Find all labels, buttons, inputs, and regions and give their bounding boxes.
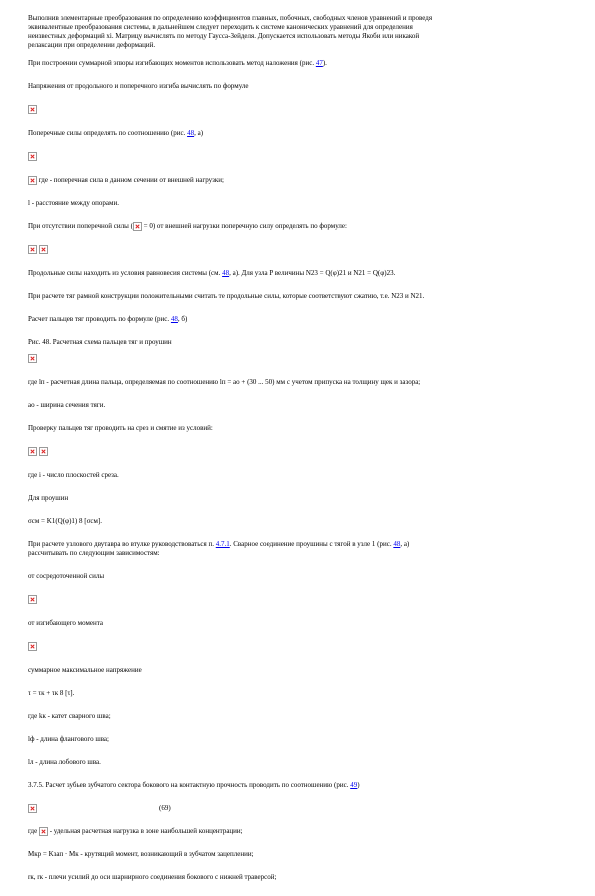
paragraph-weld-leg: где kк - катет сварного шва; xyxy=(28,712,111,721)
paragraph-total-stress: суммарное максимальное напряжение xyxy=(28,666,142,675)
formula-image-row xyxy=(28,152,553,164)
broken-image-icon xyxy=(39,447,48,456)
text: , а) xyxy=(194,129,204,137)
text: При расчете узлового двутавра во втулке руководствоваться п. xyxy=(28,540,216,549)
formula-image-row xyxy=(28,595,553,607)
formula-image-row xyxy=(28,105,553,117)
broken-image-icon xyxy=(28,152,37,161)
paragraph-shear-planes: где i - число плоскостей среза. xyxy=(28,471,119,480)
broken-image-icon xyxy=(28,245,37,254)
paragraph-concentrated-force: от сосредоточенной силы xyxy=(28,572,105,581)
paragraph-flank-weld: lф - длина флангового шва; xyxy=(28,735,109,744)
paragraph-shear-forces xyxy=(28,129,553,138)
text: 3.7.5. Расчет зубьев зубчатого сектора бокового на контактную прочность проводить по соотношению (рис. xyxy=(28,781,351,790)
broken-image-icon xyxy=(28,176,37,185)
paragraph-width: aо - ширина сечения тяги. xyxy=(28,401,106,410)
text-line: рассчитывать по следующим зависимостям: xyxy=(28,549,160,558)
figure-link-49[interactable]: 49 xyxy=(350,781,358,790)
equation-row xyxy=(28,804,553,813)
paragraph-check: Проверку пальцев тяг проводить на срез и смятие из условий: xyxy=(28,424,213,433)
figure-link-48[interactable]: 48 xyxy=(187,129,195,137)
text: , а) xyxy=(400,540,410,549)
broken-image-icon xyxy=(133,222,142,231)
figure-link-48[interactable]: 48 xyxy=(222,269,230,278)
paragraph-gear-sector xyxy=(28,781,553,790)
paragraph-total-formula: τ = τк + τк 8 [τ]. xyxy=(28,689,75,698)
paragraph-axial-forces xyxy=(28,269,553,278)
figure-caption: Рис. 48. Расчетная схема пальцев тяг и проушин xyxy=(28,338,172,347)
paragraph-bending-moment: от изгибающего момента xyxy=(28,619,104,628)
broken-image-icon xyxy=(28,595,37,604)
paragraph-lugs: Для проушин xyxy=(28,494,69,503)
paragraph-stress: Напряжения от продольного и поперечного изгиба вычислять по формуле xyxy=(28,82,249,90)
broken-image-icon xyxy=(39,245,48,254)
paragraph-no-shear xyxy=(28,222,553,231)
figure-link-48[interactable]: 48 xyxy=(393,540,401,549)
paragraph-pin-length: где lп - расчетная длина пальца, определяемая по соотношению lп = aо + (30 ... 50) мм с учетом припуска на толщину щек и зазора; xyxy=(28,378,421,387)
paragraph-weld xyxy=(28,540,553,558)
text: , б) xyxy=(177,315,188,324)
broken-image-icon xyxy=(39,827,48,836)
text: где xyxy=(28,827,39,836)
formula-image-row xyxy=(28,245,553,257)
paragraph-torque: Mкр = Kзап · Mк - крутящий момент, возникающий в зубчатом зацеплении; xyxy=(28,850,254,859)
formula-image-row xyxy=(28,642,553,654)
paragraph-pins xyxy=(28,315,553,324)
broken-image-icon xyxy=(28,804,37,813)
text: = 0) от внешней нагрузки поперечную силу определять по формуле: xyxy=(141,222,347,231)
figure-image-row xyxy=(28,354,553,366)
formula-image-row xyxy=(28,447,553,459)
text: Поперечные силы определять по соотношению (рис. xyxy=(28,129,188,137)
paragraph-bearing-formula: σсм = K1(Q(φ)1) 8 [σсм]. xyxy=(28,517,102,526)
paragraph-where-shear xyxy=(28,176,553,185)
paragraph-distance: l - расстояние между опорами. xyxy=(28,199,119,208)
broken-image-icon xyxy=(28,105,37,114)
text: ) xyxy=(357,781,360,790)
text: . Сварное соединение проушины с тягой в узле 1 (рис. xyxy=(229,540,394,549)
text: где - поперечная сила в данном сечении от внешней нагрузки; xyxy=(38,176,224,185)
text: При построении суммарной эпюры изгибающих моментов использовать метод наложения (рис. xyxy=(28,59,316,67)
figure-link-47[interactable]: 47 xyxy=(315,59,323,67)
text: , а). Для узла P величины N23 = Q(φ)21 и N21 = Q(φ)23. xyxy=(229,269,396,278)
text-line: релаксации при определении деформаций. xyxy=(28,41,156,49)
paragraph-intro xyxy=(28,14,553,50)
broken-image-icon xyxy=(28,447,37,456)
text-line xyxy=(28,540,553,549)
text: ). xyxy=(322,59,327,67)
text-line: эквивалентные преобразования системы, в дальнейшем следует переходить к системе канонических уравнений для определения xyxy=(28,23,413,31)
section-link-4-7-1[interactable]: 4.7.1 xyxy=(215,540,230,549)
paragraph-specific-load xyxy=(28,827,553,836)
paragraph-front-weld: lл - длина лобового шва. xyxy=(28,758,101,767)
broken-image-icon xyxy=(28,354,37,363)
paragraph-moments xyxy=(28,59,553,68)
equation-number: (69) xyxy=(159,804,171,813)
text-line: неизвестных деформаций xi. Матрицу вычислять по методу Гаусса-Зейделя. Допускается использовать методы Якоби или никакой xyxy=(28,32,420,40)
text: - удельная расчетная нагрузка в зоне наибольшей концентрации; xyxy=(47,827,243,836)
figure-link-48[interactable]: 48 xyxy=(170,315,178,324)
broken-image-icon xyxy=(28,642,37,651)
text: При отсутствии поперечной силы ( xyxy=(28,222,133,231)
text: Расчет пальцев тяг проводить по формуле (рис. xyxy=(28,315,171,324)
text: Продольные силы находить из условия равновесия системы (см. xyxy=(28,269,223,278)
paragraph-sign-convention: При расчете тяг рамной конструкции положительными считать те продольные силы, которые соответствуют сжатию, т.е. N23 и N21. xyxy=(28,292,425,301)
text-line: Выполнив элементарные преобразования по определению коэффициентов главных, побочных, свободных членов уравнений и проведя xyxy=(28,14,433,22)
paragraph-arms: rк, rк - плечи усилий до оси шарнирного соединения бокового с нижней траверсой; xyxy=(28,873,277,882)
document-body xyxy=(28,14,553,896)
